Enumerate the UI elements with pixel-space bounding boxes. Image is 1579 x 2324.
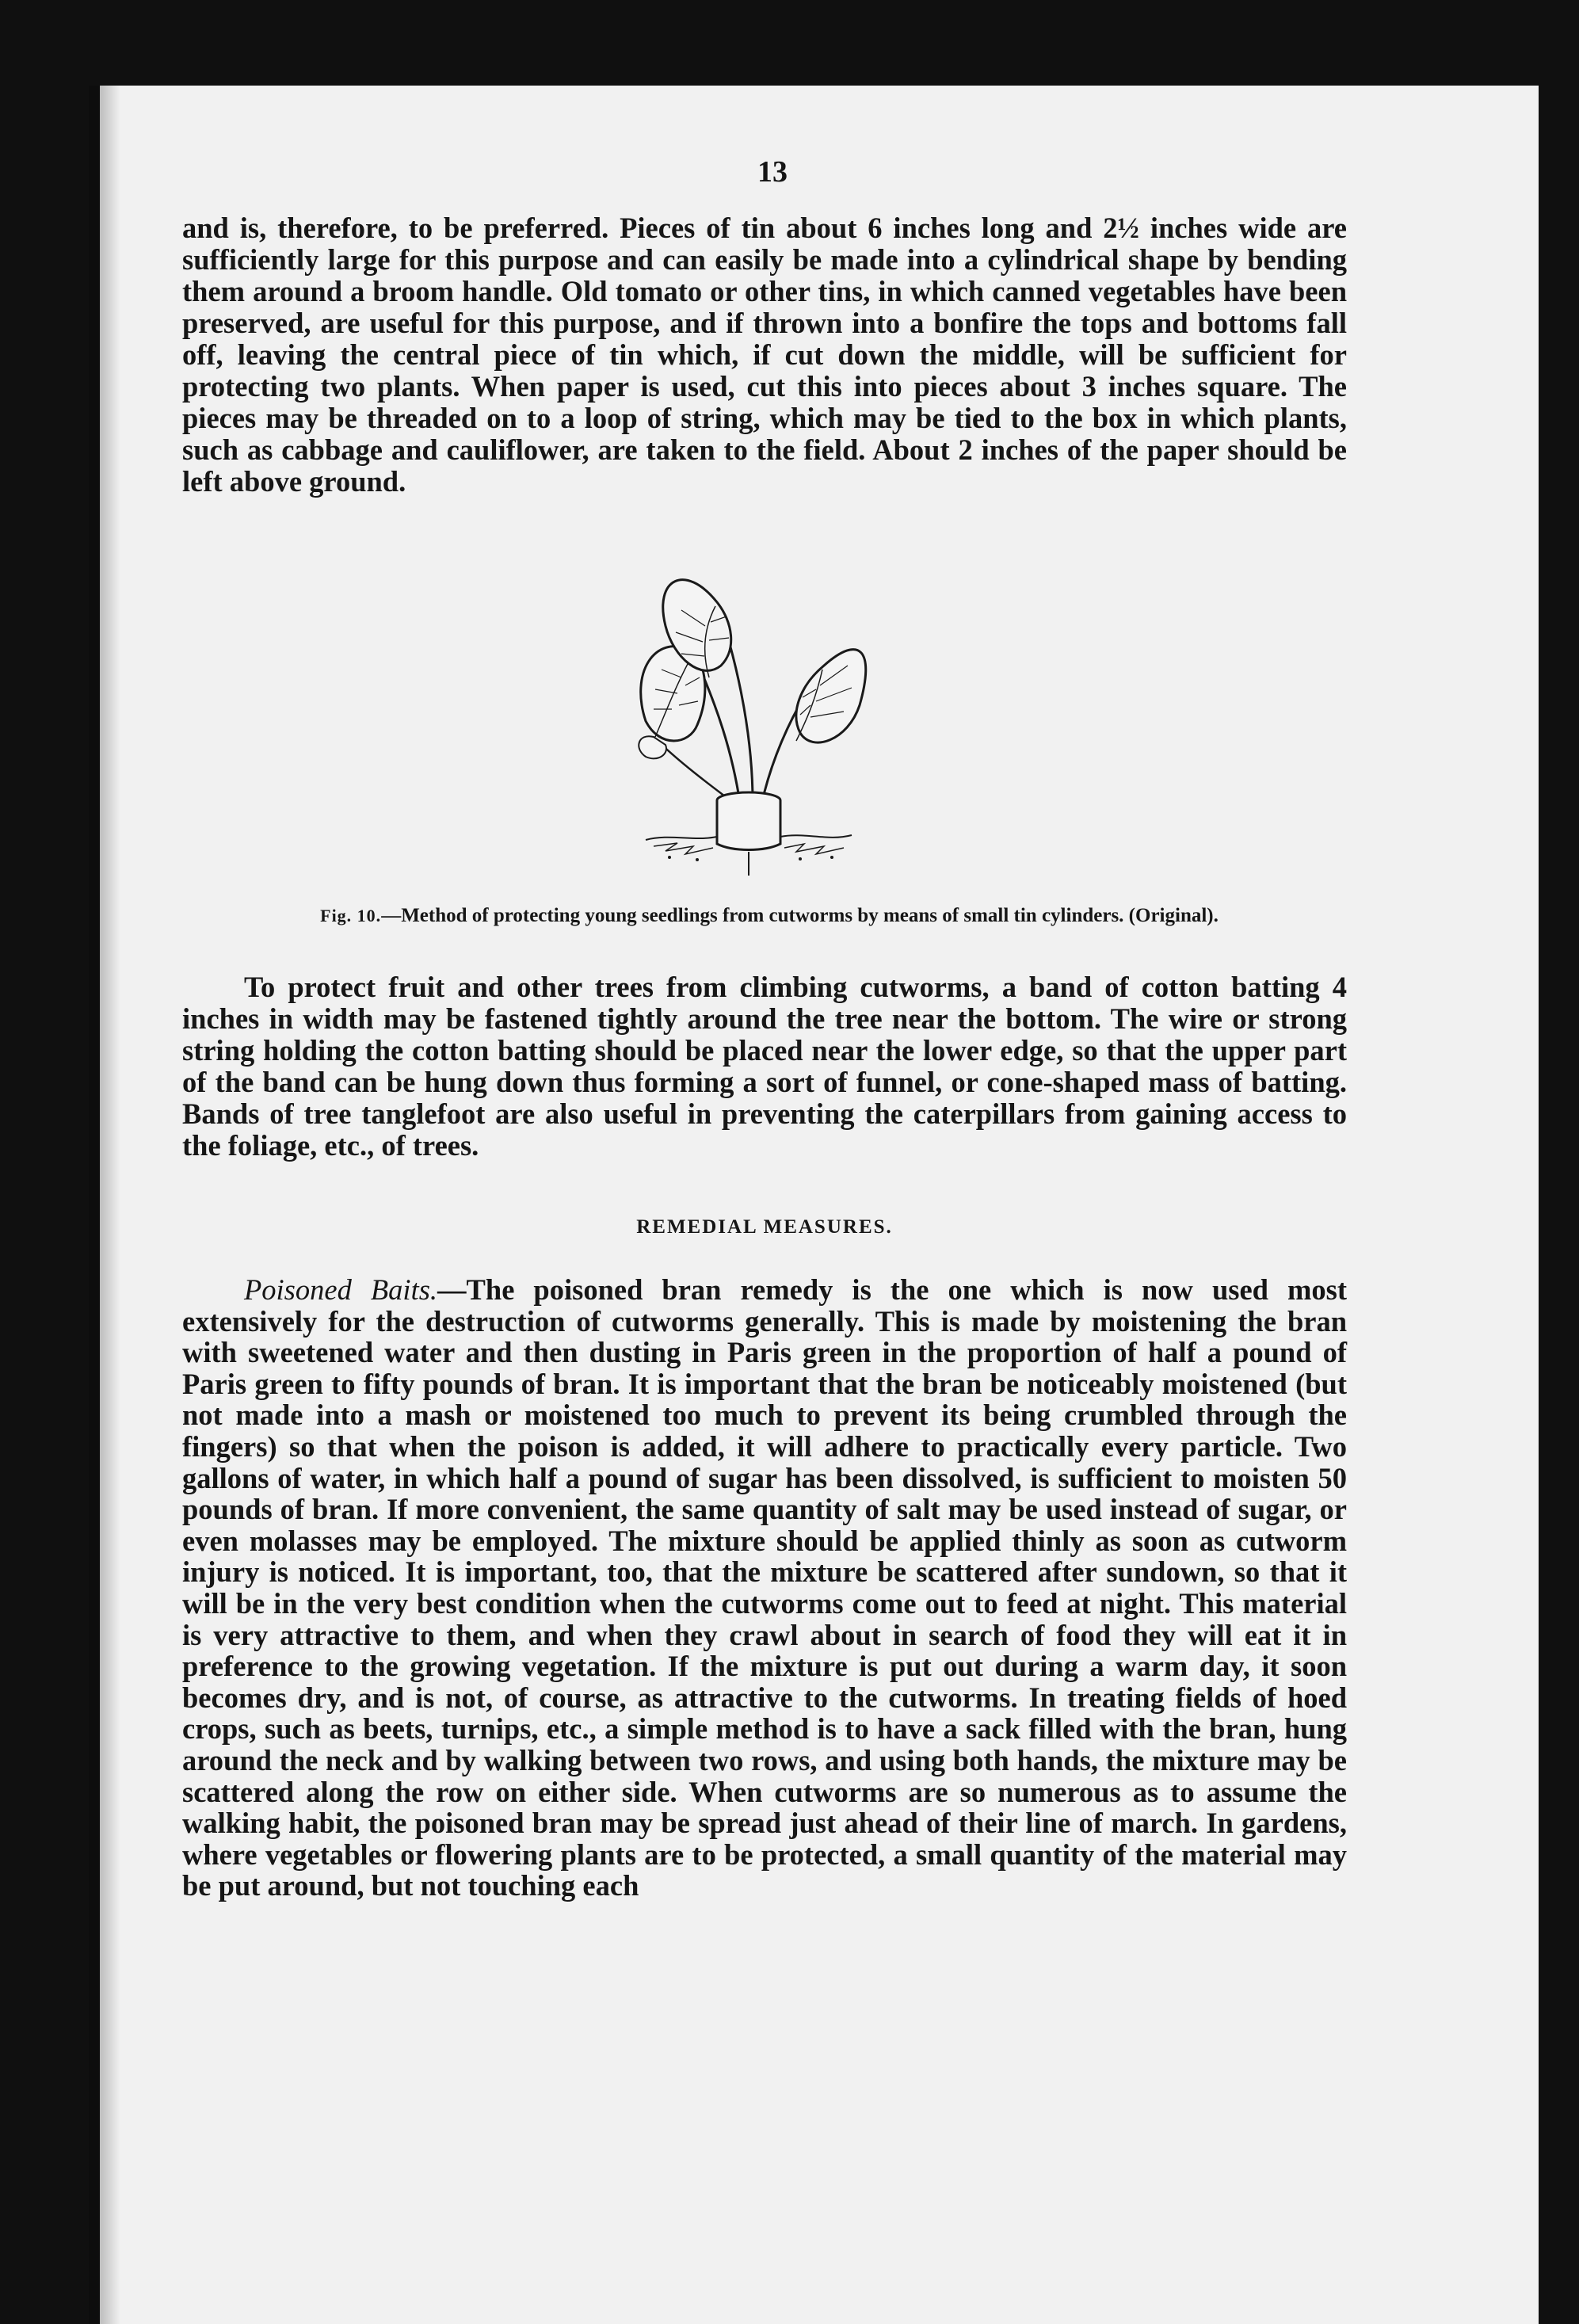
figure-caption-text: —Method of protecting young seedlings from cutworms by means of small tin cylinders. (Original). <box>381 905 1219 926</box>
paragraph-poisoned-baits <box>182 1274 1347 1902</box>
figure-label: Fig. 10. <box>320 906 382 925</box>
section-heading-remedial-measures: REMEDIAL MEASURES. <box>636 1216 893 1238</box>
page-number: 13 <box>757 155 788 189</box>
paragraph-tin-cylinders: and is, therefore, to be preferred. Pieces of tin about 6 inches long and 2½ inches wide are sufficiently large for this purpose and can easily be made into a cylindrical shape by bending them around a broom handle. Old tomato or other tins, in which canned vegetables have been preserved, are useful for this purpose, and if thrown into a bonfire the tops and bottoms fall off, leaving the central piece of tin which, if cut down the middle, will be sufficient for protecting two plants. When paper is used, cut this into pieces about 3 inches square. The pieces may be threaded on to a loop of string, which may be tied to the box in which plants, such as cabbage and cauliflower, are taken to the field. About 2 inches of the paper should be left above ground. <box>182 212 1347 498</box>
poisoned-baits-lead: Poisoned Baits. <box>244 1273 438 1306</box>
paragraph-tree-protection: To protect fruit and other trees from climbing cutworms, a band of cotton batting 4 inches in width may be fastened tightly around the tree near the bottom. The wire or strong string holding the cotton batting should be placed near the lower edge, so that the upper part of the band can be hung down thus forming a sort of funnel, or cone-shaped mass of batting. Bands of tree tanglefoot are also useful in preventing the caterpillars from gaining access to the foliage, etc., of trees. <box>182 971 1347 1162</box>
poisoned-baits-body: —The poisoned bran remedy is the one which is now used most extensively for the destruction of cutworms generally. This is made by moistening the bran with sweetened water and then dusting in Paris green in the proportion of half a pound of Paris green to fifty pounds of bran. It is important that the bran be noticeably moistened (but not made into a mash or moistened too much to prevent its being crumbled through the fingers) so that when the poison is added, it will adhere to practically every particle. Two gallons of water, in which half a pound of sugar has been dissolved, is sufficient to moisten 50 pounds of bran. If more convenient, the same quantity of salt may be used instead of sugar, or even molasses may be employed. The mixture should be applied thinly as soon as cutworm injury is noticed. It is important, too, that the mixture be scattered after sundown, so that it will be in the very best condition when the cutworms come out to feed at night. This material is very attractive to them, and when they crawl about in search of food they will eat it in preference to the growing vegetation. If the mixture is put out during a warm day, it soon becomes dry, and is not, of course, as attractive to the cutworms. In treating fields of hoed crops, such as beets, turnips, etc., a simple method is to have a sack filled with the bran, hung around the neck and by walking between two rows, and using both hands, the mixture may be scattered along the row on either side. When cutworms are so numerous as to assume the walking habit, the poisoned bran may be spread just ahead of their line of march. In gardens, where vegetables or flowering plants are to be protected, a small quantity of the material may be put around, but not touching each <box>182 1273 1348 1902</box>
seedling-in-tin-cylinder-icon <box>622 547 875 880</box>
spine-shadow <box>100 86 120 2324</box>
figure-caption <box>195 905 1344 927</box>
figure-seedling-illustration <box>622 547 875 880</box>
